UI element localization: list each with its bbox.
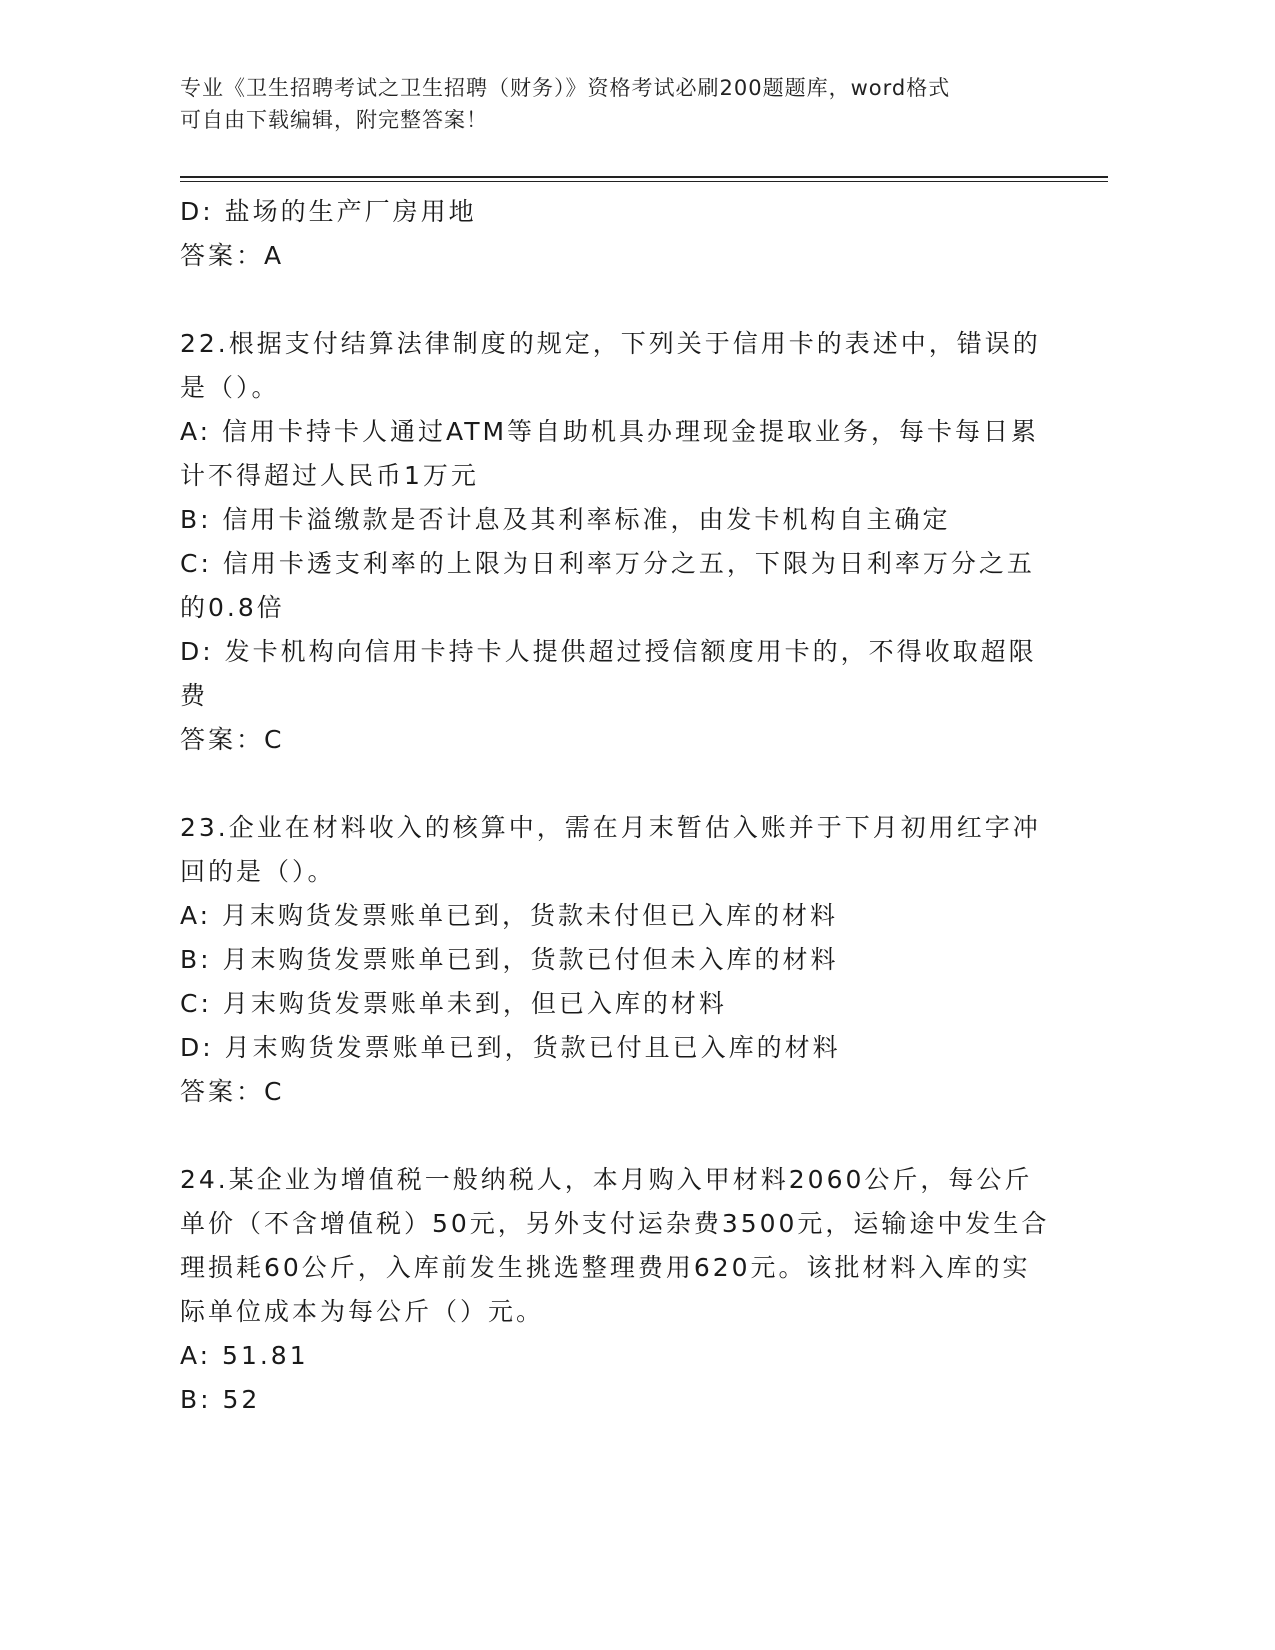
question-24 bbox=[180, 1158, 1060, 1422]
option-d: D: 盐场的生产厂房用地 bbox=[180, 197, 477, 226]
header-line-2: 可自由下载编辑，附完整答案！ bbox=[180, 108, 488, 132]
page-header bbox=[180, 72, 1040, 136]
option-d: D: 月末购货发票账单已到，货款已付且已入库的材料 bbox=[180, 1033, 841, 1062]
previous-question-tail bbox=[180, 190, 1060, 278]
spacer bbox=[180, 278, 1060, 322]
option-c: C: 信用卡透支利率的上限为日利率万分之五，下限为日利率万分之五 bbox=[180, 549, 1035, 578]
answer-line: 答案：A bbox=[180, 241, 285, 270]
question-stem: 理损耗60公斤，入库前发生挑选整理费用620元。该批材料入库的实 bbox=[180, 1253, 1031, 1282]
header-divider-thin bbox=[180, 181, 1108, 182]
document-body bbox=[180, 190, 1060, 1422]
header-divider-thick bbox=[180, 176, 1108, 178]
question-stem: 回的是（）。 bbox=[180, 857, 336, 886]
question-23 bbox=[180, 806, 1060, 1114]
option-d-cont: 费 bbox=[180, 681, 209, 710]
answer-line: 答案：C bbox=[180, 1077, 285, 1106]
option-b: B: 52 bbox=[180, 1385, 261, 1414]
question-stem: 是（）。 bbox=[180, 373, 280, 402]
option-d: D: 发卡机构向信用卡持卡人提供超过授信额度用卡的，不得收取超限 bbox=[180, 637, 1037, 666]
option-a: A: 51.81 bbox=[180, 1341, 309, 1370]
option-a-cont: 计不得超过人民币1万元 bbox=[180, 461, 479, 490]
question-stem: 23.企业在材料收入的核算中，需在月末暂估入账并于下月初用红字冲 bbox=[180, 813, 1041, 842]
option-b: B: 信用卡溢缴款是否计息及其利率标准，由发卡机构自主确定 bbox=[180, 505, 951, 534]
option-c: C: 月末购货发票账单未到，但已入库的材料 bbox=[180, 989, 727, 1018]
option-b: B: 月末购货发票账单已到，货款已付但未入库的材料 bbox=[180, 945, 839, 974]
answer-line: 答案：C bbox=[180, 725, 285, 754]
question-stem: 单价（不含增值税）50元，另外支付运杂费3500元，运输途中发生合 bbox=[180, 1209, 1050, 1238]
question-stem: 24.某企业为增值税一般纳税人，本月购入甲材料2060公斤，每公斤 bbox=[180, 1165, 1033, 1194]
header-line-1: 专业《卫生招聘考试之卫生招聘（财务）》资格考试必刷200题题库，word格式 bbox=[180, 76, 951, 100]
question-stem: 22.根据支付结算法律制度的规定，下列关于信用卡的表述中，错误的 bbox=[180, 329, 1041, 358]
question-stem: 际单位成本为每公斤（）元。 bbox=[180, 1297, 545, 1326]
option-a: A: 信用卡持卡人通过ATM等自助机具办理现金提取业务，每卡每日累 bbox=[180, 417, 1040, 446]
option-a: A: 月末购货发票账单已到，货款未付但已入库的材料 bbox=[180, 901, 839, 930]
spacer bbox=[180, 762, 1060, 806]
question-22 bbox=[180, 322, 1060, 762]
option-c-cont: 的0.8倍 bbox=[180, 593, 285, 622]
spacer bbox=[180, 1114, 1060, 1158]
